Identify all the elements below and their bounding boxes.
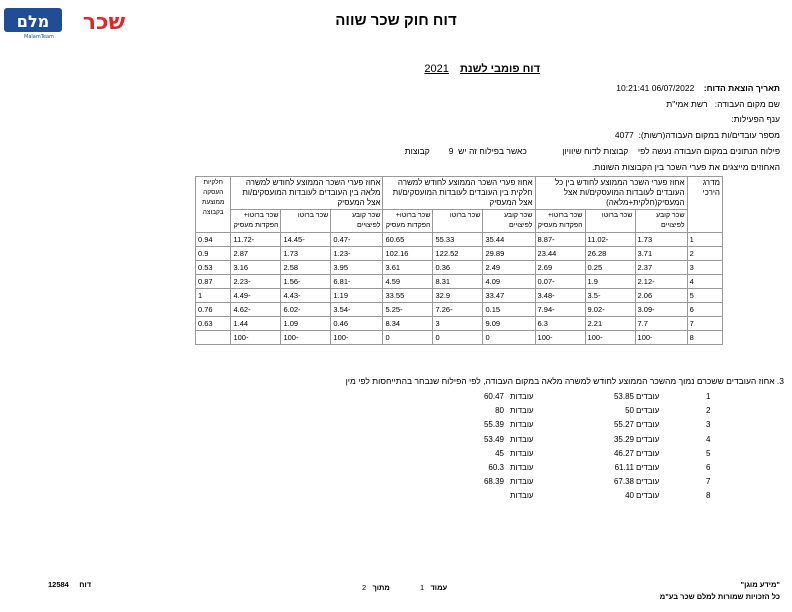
employees-value: 4077 <box>614 130 634 140</box>
value-cell: -2.23 <box>231 275 281 289</box>
value-cell: 3.16 <box>231 261 281 275</box>
value-cell: -4.49 <box>231 289 281 303</box>
value-cell: -100 <box>331 331 383 345</box>
women-label: עובדות <box>510 448 534 458</box>
women-label: עובדות <box>510 463 534 472</box>
value-cell: -7.94 <box>535 303 585 317</box>
men-value: 55.27 <box>613 420 634 430</box>
women-value: 45 <box>495 448 504 458</box>
subheader-severance: שכר קובע לפיצויים <box>331 210 383 233</box>
rank-cell: 6 <box>687 303 722 317</box>
value-cell: 2.21 <box>585 317 635 331</box>
employees-line <box>615 130 780 140</box>
subheader-gross: שכר ברוטו <box>433 210 483 233</box>
value-cell: -3.5 <box>585 289 635 303</box>
value-cell: 0 <box>383 331 433 345</box>
employees-label: מספר עובדים/ות במקום העבודה(רשות): <box>638 130 780 140</box>
value-cell: 1.73 <box>281 247 331 261</box>
value-cell: 4.59 <box>383 275 433 289</box>
men-label: עובדים <box>636 420 660 430</box>
header-rank: מדרג הירכי <box>687 177 722 233</box>
footer-confidential: "מידע מוגן" <box>740 580 780 589</box>
value-cell: 23.44 <box>535 247 585 261</box>
report-year: 2021 <box>424 63 449 75</box>
value-cell: 0 <box>433 331 483 345</box>
subheader-gross-deposits: שכר ברוטו+ הפקדות מעסיק <box>231 210 281 233</box>
value-cell: 55.33 <box>433 233 483 247</box>
subheader-gross: שכר ברוטו <box>281 210 331 233</box>
value-cell: 1.73 <box>635 233 687 247</box>
men-value: 50 <box>625 406 634 416</box>
value-cell: -11.02 <box>585 233 635 247</box>
table-row <box>196 261 723 275</box>
table-row <box>196 289 723 303</box>
men-label: עובדים <box>636 463 660 472</box>
group-number: 5 <box>706 448 711 458</box>
value-cell: 0.76 <box>196 303 231 317</box>
value-cell: -7.26 <box>433 303 483 317</box>
report-subtitle <box>300 63 540 75</box>
value-cell: 2.58 <box>281 261 331 275</box>
value-cell: 0.53 <box>196 261 231 275</box>
value-cell: 0 <box>483 331 535 345</box>
subtitle-text: דוח פומבי לשנת <box>459 63 540 75</box>
value-cell: 29.89 <box>483 247 535 261</box>
women-value: 55.39 <box>483 420 504 430</box>
value-cell: 102.16 <box>383 247 433 261</box>
rank-cell: 4 <box>687 275 722 289</box>
table-row <box>196 317 723 331</box>
value-cell: -100 <box>281 331 331 345</box>
value-cell: -0.07 <box>535 275 585 289</box>
value-cell: -100 <box>585 331 635 345</box>
footer-of <box>362 583 390 592</box>
value-cell: -100 <box>535 331 585 345</box>
men-label: עובדים <box>636 434 660 444</box>
footer-page <box>420 583 447 592</box>
header-avg-employment: חלקיות העסקה ממוצעת בקבוצה <box>196 177 231 233</box>
note-line: האחוזים מייצגים את פערי השכר בין הקבוצות השונות. <box>591 162 780 172</box>
value-cell: -4.62 <box>231 303 281 317</box>
women-label: עובדות <box>510 491 534 501</box>
value-cell: -3.54 <box>331 303 383 317</box>
men-label: עובדים <box>636 477 660 487</box>
svg-text:מלם: מלם <box>16 12 50 31</box>
report-date-label: תאריך הוצאת הדוח: <box>703 83 780 93</box>
value-cell: -6.02 <box>281 303 331 317</box>
value-cell: -0.47 <box>331 233 383 247</box>
subheader-gross-deposits: שכר ברוטו+ הפקדות מעסיק <box>535 210 585 233</box>
header-all-employees: אחוז פערי השכר הממוצע לחודש בין כל העובדים לעובדות המועסקים/ות אצל המעסיק(חלקית+מלאה) <box>535 177 687 210</box>
branch-label: ענף הפעילות: <box>731 114 780 124</box>
value-cell: 3.95 <box>331 261 383 275</box>
women-value <box>476 489 504 503</box>
value-cell: -11.72 <box>231 233 281 247</box>
value-cell: 1.9 <box>585 275 635 289</box>
value-cell: 1.09 <box>281 317 331 331</box>
group-number: 3 <box>706 420 711 430</box>
rank-cell: 1 <box>687 233 722 247</box>
subheader-severance: שכר קובע לפיצויים <box>635 210 687 233</box>
table-row <box>196 331 723 345</box>
workplace-label: שם מקום העבודה: <box>714 99 780 109</box>
subheader-gross: שכר ברוטו <box>585 210 635 233</box>
value-cell: -5.25 <box>383 303 433 317</box>
branch-line <box>731 114 780 124</box>
report-label: דוח <box>79 580 92 589</box>
group-number: 2 <box>706 406 711 416</box>
split-value: קבוצות לדוח שיוויון <box>562 146 629 156</box>
value-cell: -2.12 <box>635 275 687 289</box>
value-cell: 1.19 <box>331 289 383 303</box>
of-value: 2 <box>362 583 367 592</box>
value-cell: 1 <box>196 289 231 303</box>
men-label: עובדים <box>636 392 660 401</box>
header-part-time: אחוז פערי השכר הממוצע לחודש למשרה חלקית בין העובדים לעובדות המועסקים/ות אצל המעסיק <box>383 177 535 210</box>
value-cell: -14.45 <box>281 233 331 247</box>
footer-rights: כל הזכויות שמורות למלם שכר בע"מ <box>659 592 780 601</box>
table-body <box>196 233 723 345</box>
women-value: 53.49 <box>483 434 504 444</box>
women-label: עובדות <box>510 392 534 401</box>
table-row <box>196 247 723 261</box>
value-cell: -3.09 <box>635 303 687 317</box>
value-cell: 60.65 <box>383 233 433 247</box>
rank-cell: 3 <box>687 261 722 275</box>
men-value: 35.29 <box>613 434 634 444</box>
value-cell: 1.44 <box>231 317 281 331</box>
men-value: 67.38 <box>613 477 634 487</box>
value-cell: 6.3 <box>535 317 585 331</box>
report-value: 12584 <box>48 580 69 589</box>
value-cell: 0.15 <box>483 303 535 317</box>
men-label: עובדים <box>636 406 660 416</box>
women-value: 60.3 <box>488 463 504 472</box>
value-cell: 3.61 <box>383 261 433 275</box>
women-label: עובדות <box>510 420 534 430</box>
value-cell: 26.28 <box>585 247 635 261</box>
table-row <box>196 233 723 247</box>
value-cell: 2.69 <box>535 261 585 275</box>
men-label: עובדים <box>636 491 660 501</box>
page-label: עמוד <box>430 583 448 592</box>
report-date-value: 06/07/2022 10:21:41 <box>616 83 695 93</box>
value-cell: -100 <box>231 331 281 345</box>
value-cell: -1.56 <box>281 275 331 289</box>
workplace-line <box>666 99 780 109</box>
women-value: 80 <box>495 406 504 416</box>
report-title: דוח חוק שכר שווה <box>335 12 457 29</box>
men-label: עובדים <box>636 448 660 458</box>
women-value: 68.39 <box>483 477 504 487</box>
subheader-gross-deposits: שכר ברוטו+ הפקדות מעסיק <box>383 210 433 233</box>
value-cell: 9.09 <box>483 317 535 331</box>
value-cell: -1.23 <box>331 247 383 261</box>
value-cell: 33.47 <box>483 289 535 303</box>
value-cell: 2.87 <box>231 247 281 261</box>
value-cell: 7.7 <box>635 317 687 331</box>
svg-text:שכר: שכר <box>82 10 126 35</box>
men-value: 53.85 <box>613 392 634 401</box>
report-date-line <box>616 83 780 93</box>
table-row <box>196 275 723 289</box>
men-value: 61.11 <box>614 463 634 472</box>
value-cell: 0.87 <box>196 275 231 289</box>
men-value: 46.27 <box>613 448 634 458</box>
group-number: 6 <box>706 463 711 472</box>
rank-cell: 2 <box>687 247 722 261</box>
value-cell: 8.34 <box>383 317 433 331</box>
workplace-value: רשת אמי"ת <box>666 99 708 109</box>
value-cell: 35.44 <box>483 233 535 247</box>
value-cell: 0.25 <box>585 261 635 275</box>
footer-report <box>48 580 91 589</box>
value-cell: 0.63 <box>196 317 231 331</box>
value-cell: 4.09 <box>483 275 535 289</box>
women-label: עובדות <box>510 406 534 416</box>
group-number: 7 <box>706 477 711 487</box>
rank-cell: 5 <box>687 289 722 303</box>
subheader-severance: שכר קובע לפיצויים <box>483 210 535 233</box>
value-cell: 3.71 <box>635 247 687 261</box>
salary-gap-table <box>195 176 723 345</box>
value-cell: 0.94 <box>196 233 231 247</box>
women-label: עובדות <box>510 434 534 444</box>
split-label: פילוח הנתונים במקום העבודה נעשה לפי <box>637 146 780 156</box>
value-cell: -9.02 <box>585 303 635 317</box>
value-cell: -100 <box>635 331 687 345</box>
value-cell <box>196 331 231 345</box>
of-label: מתוך <box>372 583 390 592</box>
value-cell: 122.52 <box>433 247 483 261</box>
group-number: 8 <box>706 491 711 501</box>
groups-label: כאשר בפילוח זה יש <box>458 146 527 156</box>
value-cell: 0.9 <box>196 247 231 261</box>
header-full-time: אחוז פערי השכר הממוצע לחודש למשרה מלאה בין העובדים לעובדות המועסקים/ות אצל המעסיק <box>231 177 383 210</box>
table-row <box>196 303 723 317</box>
svg-text:MalamTeam: MalamTeam <box>24 34 54 40</box>
page-value: 1 <box>420 583 425 592</box>
value-cell: 0.36 <box>433 261 483 275</box>
group-number: 1 <box>706 392 711 401</box>
groups-unit: קבוצות <box>404 146 430 156</box>
section3-title: 3. אחוז העובדים ששכרם נמוך מהשכר הממוצע לחודש למשרה מלאה במקום העבודה, לפי הפילוח שנבחר בהתייחסות לפי מין <box>345 376 784 386</box>
value-cell: 2.06 <box>635 289 687 303</box>
women-label: עובדות <box>510 477 534 487</box>
value-cell: 2.37 <box>635 261 687 275</box>
value-cell: -3.48 <box>535 289 585 303</box>
men-value: 40 <box>625 491 634 501</box>
women-value: 60.47 <box>483 392 504 401</box>
group-number: 4 <box>706 434 711 444</box>
value-cell: 33.55 <box>383 289 433 303</box>
value-cell: 32.9 <box>433 289 483 303</box>
value-cell: 0.46 <box>331 317 383 331</box>
value-cell: 3 <box>433 317 483 331</box>
groups-count: 9 <box>448 146 454 156</box>
value-cell: -6.81 <box>331 275 383 289</box>
value-cell: 8.31 <box>433 275 483 289</box>
rank-cell: 8 <box>687 331 722 345</box>
value-cell: -4.43 <box>281 289 331 303</box>
rank-cell: 7 <box>687 317 722 331</box>
value-cell: -8.87 <box>535 233 585 247</box>
value-cell: 2.49 <box>483 261 535 275</box>
split-line <box>405 146 780 156</box>
